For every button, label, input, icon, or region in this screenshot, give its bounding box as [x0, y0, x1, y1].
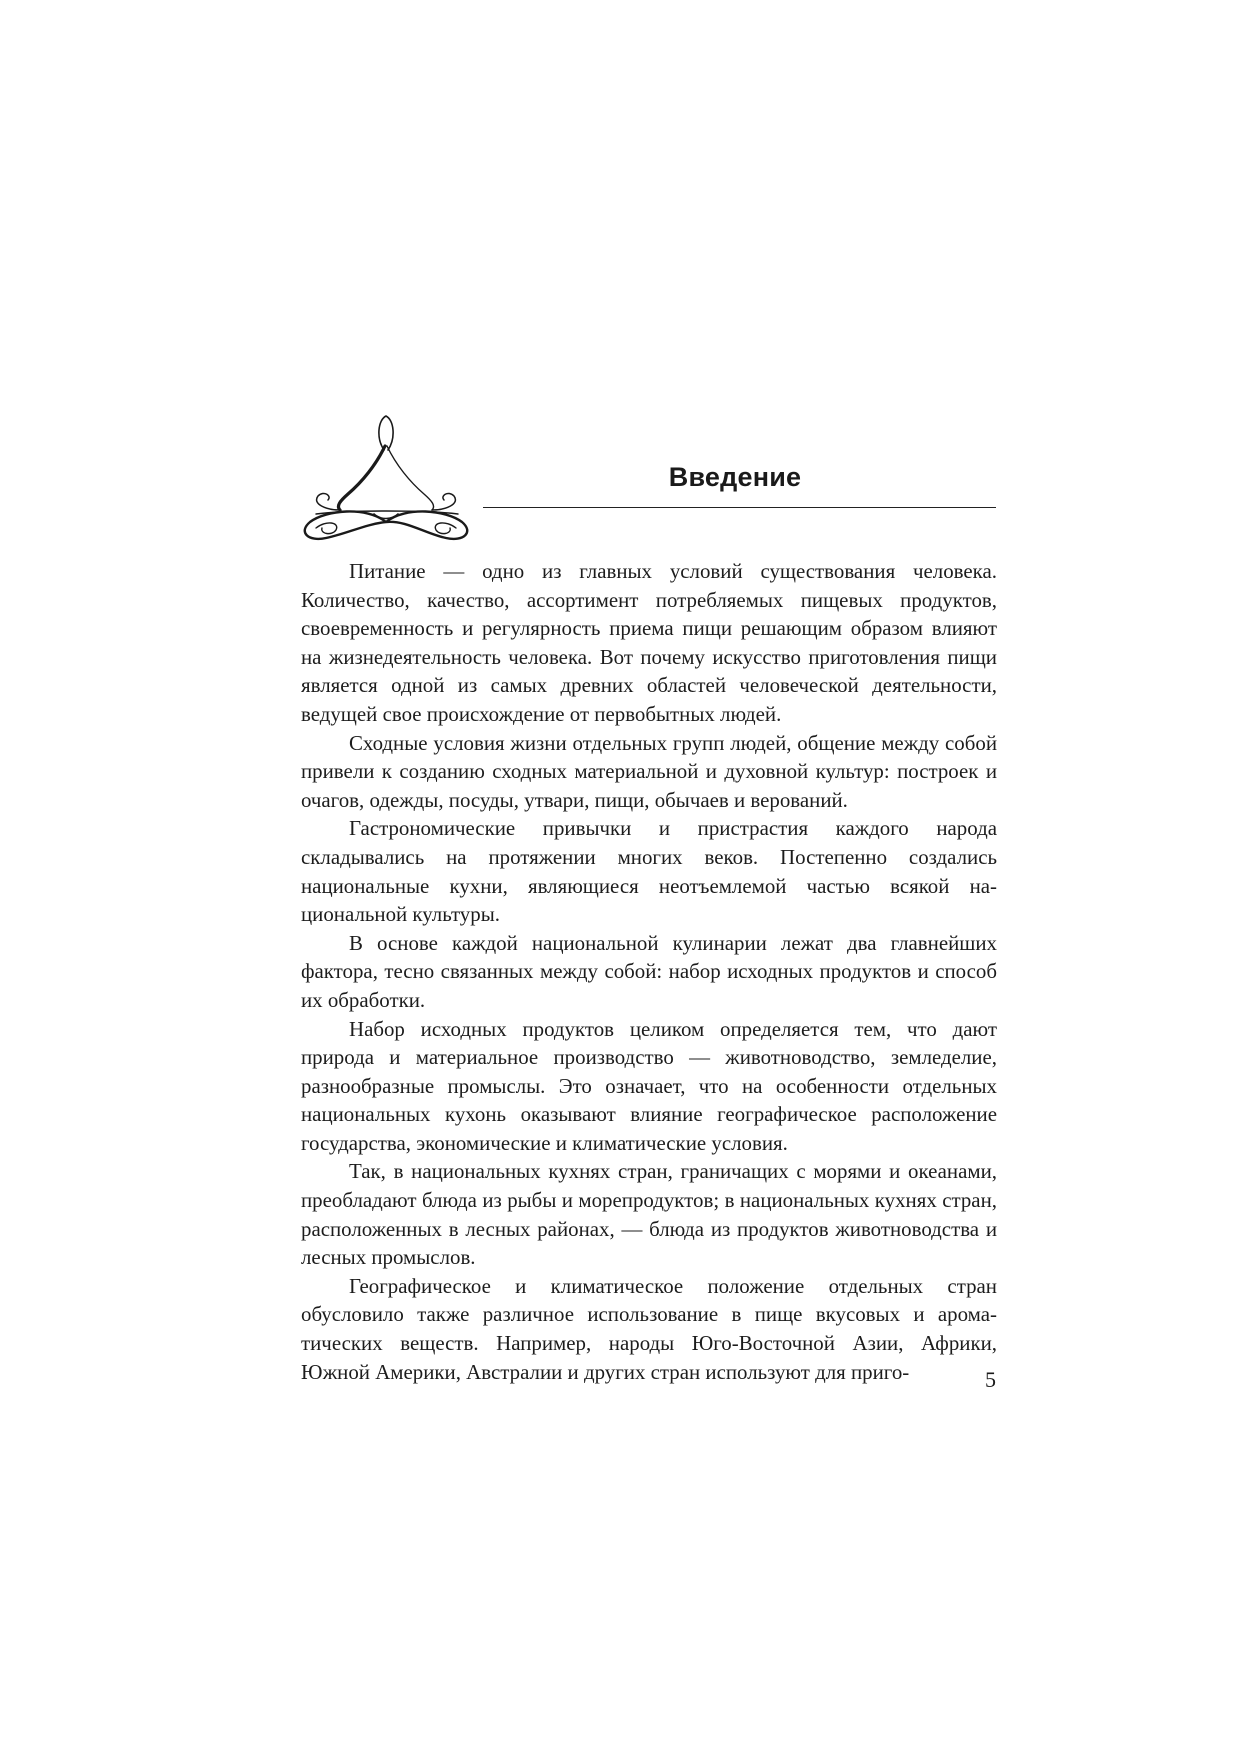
title-divider	[483, 507, 996, 508]
chapter-title: Введение	[668, 462, 802, 492]
paragraph: Набор исходных продуктов целиком определяется тем, что дают природа и материальное производство — животноводство, земледелие, разнообразные промыслы. Это означает, что на особенности отдельных национальных кухонь оказывают влияние географическое расположение государства, экономические и климатические условия.	[301, 1016, 997, 1155]
paragraph: В основе каждой национальной кулинарии лежат два главнейших фактора, тесно связанных между собой: набор исходных продуктов и способ их обработки.	[301, 930, 997, 1012]
paragraph: Сходные условия жизни отдельных групп людей, общение между собой привели к созданию сходных материальной и духовной культур: построек и очагов, одежды, посуды, утвари, пищи, обычаев и верований.	[301, 730, 997, 812]
paragraph: Так, в национальных кухнях стран, граничащих с морями и океанами, преобладают блюда из рыбы и морепродуктов; в национальных кухнях стран, расположенных в лесных районах, — блюда из продуктов животноводства и лесных промыслов.	[301, 1159, 997, 1270]
paragraph: Питание — одно из главных условий существования человека. Количество, качество, ассортимент потребляемых пищевых продуктов, своевременность и регулярность приема пищи решающим образом влияют на жизнедеятельность человека. Вот почему искусство приготовления пищи является одной из самых древних областей человеческой деятельности, ведущей свое происхождение от первобытных людей.	[301, 559, 997, 726]
chapter-body	[301, 557, 997, 1386]
page-number: 5	[985, 1367, 996, 1392]
paragraph: Гастрономические привычки и пристрастия каждого народа складывались на протяжении многих веков. Постепенно создались национальные кухни, являющиеся неотъемлемой частью всякой национальной культуры.	[301, 816, 997, 927]
paragraph: Географическое и климатическое положение отдельных стран обусловило также различное использование в пище вкусовых и ароматических веществ. Например, народы Юго-Восточной Азии, Африки, Южной Америки, Австралии и других стран используют для приго-	[301, 1273, 997, 1384]
calligraphic-flourish-icon	[296, 410, 478, 544]
